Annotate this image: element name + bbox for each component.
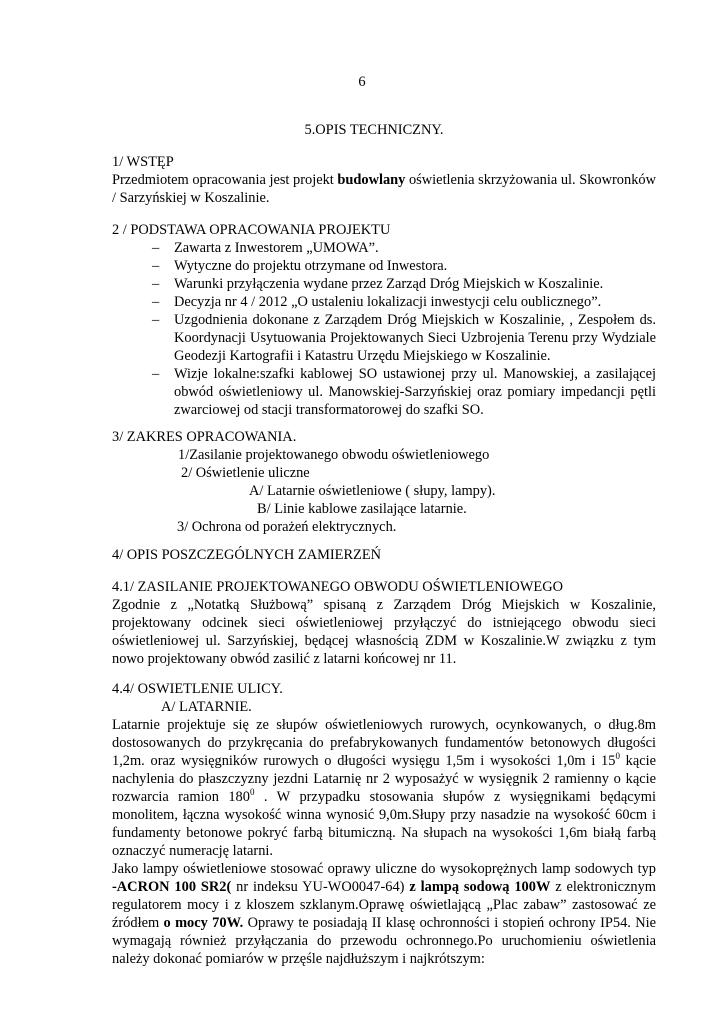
list-item: – Uzgodnienia dokonane z Zarządem Dróg Miejskich w Koszalinie, , Zespołem ds. Koordynacji Usytuowania Projektowanych Sieci Uzbrojenia Terenu przy Wydziale Geodezji Kartografii i Katastru Urzędu Miejskiego w Koszalinie.	[112, 311, 656, 365]
subsection-heading: A/ LATARNIE.	[161, 699, 252, 715]
section-introduction	[112, 153, 656, 207]
section-heading: 4/ OPIS POSZCZEGÓLNYCH ZAMIERZEŃ	[112, 547, 382, 563]
section-heading: 1/ WSTĘP	[112, 154, 174, 170]
section-heading: 2 / PODSTAWA OPRACOWANIA PROJEKTU	[112, 222, 391, 238]
list-item: – Wytyczne do projektu otrzymane od Inwestora.	[112, 257, 656, 275]
scope-item: 1/Zasilanie projektowanego obwodu oświetleniowego	[178, 447, 490, 463]
section-heading: 3/ ZAKRES OPRACOWANIA.	[112, 429, 297, 445]
list-item: – Wizje lokalne:szafki kablowej SO ustawionej przy ul. Manowskiej, a zasilającej obwód oświetleniowy ul. Manowskiej-Sarzyńskiej oraz pomiary impedancji pętli zwarciowej od stacji transformatorowej do szafki SO.	[112, 365, 656, 419]
scope-item: 3/ Ochrona od porażeń elektrycznych.	[177, 519, 397, 535]
paragraph: Zgodnie z „Notatką Służbową” spisaną z Zarządem Dróg Miejskich w Koszalinie, projektowany odcinek sieci oświetleniowej przyłączyć do istniejącego obwodu sieci oświetleniowej ul. Sarzyńskiej, będącej własnością ZDM w Koszalinie.W związku z tym nowo projektowany obwód zasilić z latarni końcowej nr 11.	[112, 597, 656, 667]
section-heading: 4.1/ ZASILANIE PROJEKTOWANEGO OBWODU OŚWIETLENIOWEGO	[112, 579, 563, 595]
list-item: – Warunki przyłączenia wydane przez Zarząd Dróg Miejskich w Koszalinie.	[112, 275, 656, 293]
section-basis	[112, 221, 656, 419]
scope-subitem: A/ Latarnie oświetleniowe ( słupy, lampy).	[249, 483, 496, 499]
section-street-lighting	[112, 680, 656, 968]
page-number: 6	[358, 74, 366, 90]
section-description	[112, 546, 656, 564]
paragraph: Latarnie projektuje się ze słupów oświetleniowych rurowych, ocynkowanych, o dług.8m dostosowanych do przykręcania do prefabrykowanych fundamentów betonowych długości 1,2m. oraz wysięgników rurowych o długości wysięgu 1,5m i wysokości 1,0m i $15^0$ kącie nachylenia do płaszczyzny jezdni Latarnię nr 2 wyposażyć w wysięgnik 2 ramienny o kącie rozwarcia ramion $180^0$ . W przypadku stosowania słupów z wysięgnikami będącymi monolitem, łączna wysokość winna wynosić 9,0m.Słupy przy nasadzie na wysokość 60cm i fundamenty betonowe pokryć farbą bitumiczną. Na słupach na wysokości 1,6m białą farbą oznaczyć numerację latarni.	[112, 717, 657, 859]
paragraph: Przedmiotem opracowania jest projekt budowlany oświetlenia skrzyżowania ul. Skowronków / Sarzyńskiej w Koszalinie.	[112, 172, 656, 206]
scope-item: 2/ Oświetlenie uliczne	[181, 465, 310, 481]
basis-list	[112, 239, 656, 419]
document-title: 5.OPIS TECHNICZNY.	[304, 122, 444, 138]
section-power-supply	[112, 578, 656, 668]
list-item: – Zawarta z Inwestorem „UMOWA”.	[112, 239, 656, 257]
scope-subitem: B/ Linie kablowe zasilające latarnie.	[257, 501, 467, 517]
paragraph: Jako lampy oświetleniowe stosować oprawy uliczne do wysokoprężnych lamp sodowych typ -ACRON 100 SR2( nr indeksu YU-WO0047-64) z lampą sodową 100W z elektronicznym regulatorem mocy i z kloszem szklanym.Oprawę oświetlającą „Plac zabaw” zastosować ze źródłem o mocy 70W. Oprawy te posiadają II klasę ochronności i stopień ochrony IP54. Nie wymagają również przyłączania do przewodu ochronnego.Po uruchomieniu oświetlenia należy dokonać pomiarów w przęśle najdłuższym i najkrótszym:	[112, 861, 657, 967]
list-item: – Decyzja nr 4 / 2012 „O ustaleniu lokalizacji inwestycji celu oublicznego”.	[112, 293, 656, 311]
section-heading: 4.4/ OSWIETLENIE ULICY.	[112, 681, 283, 697]
section-scope	[112, 428, 656, 536]
